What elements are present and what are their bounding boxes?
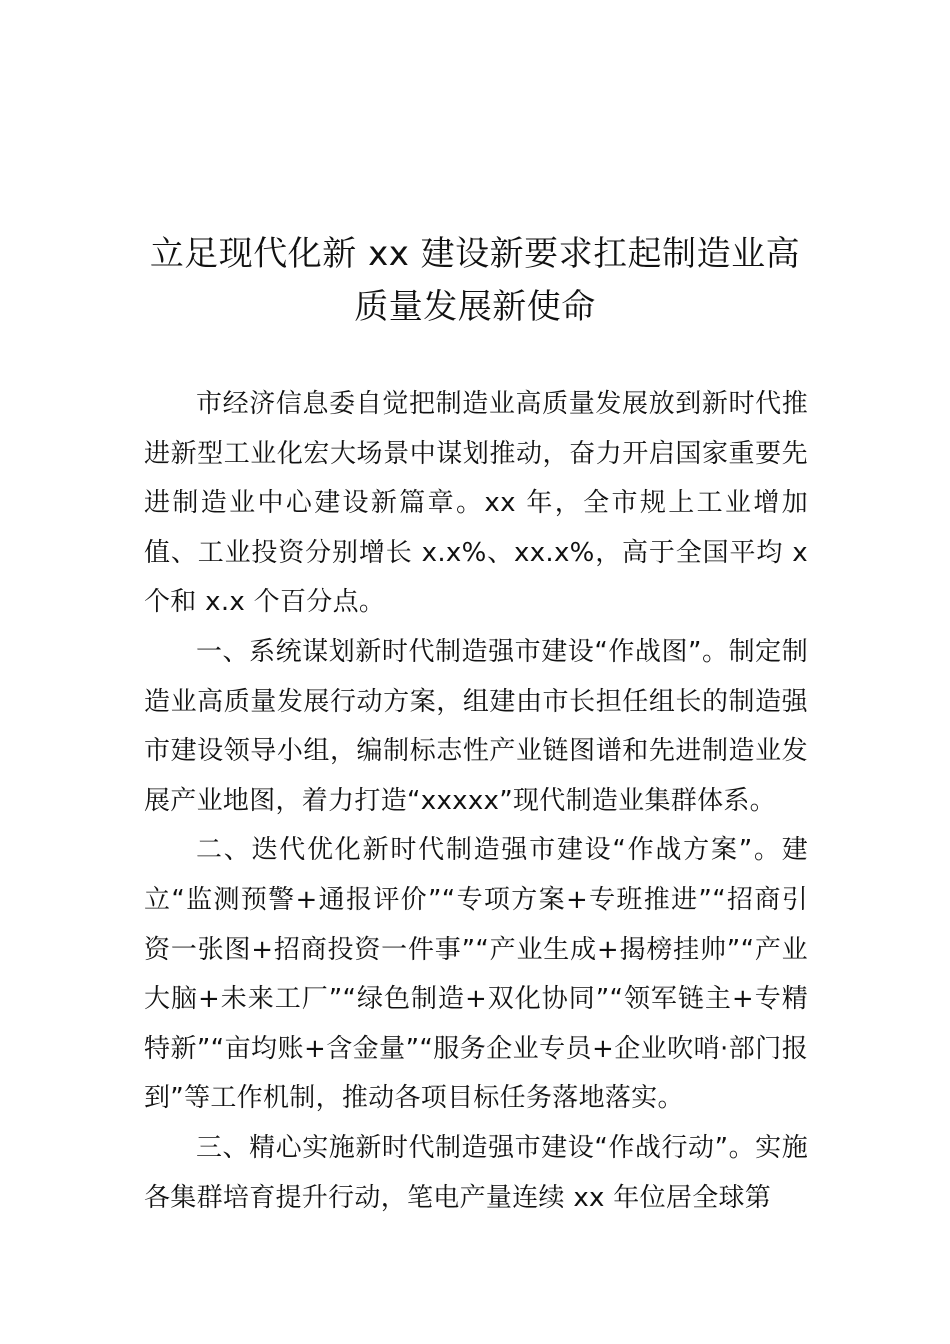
document-title	[120, 228, 830, 334]
title-line-2: 质量发展新使命	[354, 287, 596, 327]
document-body	[144, 380, 808, 1223]
paragraph-intro: 市经济信息委自觉把制造业高质量发展放到新时代推进新型工业化宏大场景中谋划推动，奋力开启国家重要先进制造业中心建设新篇章。xx 年，全市规上工业增加值、工业投资分别增长 x.x%、xx.x%，高于全国平均 x 个和 x.x 个百分点。	[144, 389, 808, 618]
paragraph-section-three: 三、精心实施新时代制造强市建设“作战行动”。实施各集群培育提升行动，笔电产量连续 xx 年位居全球第	[144, 1132, 808, 1213]
paragraph-section-two: 二、迭代优化新时代制造强市建设“作战方案”。建立“监测预警+通报评价”“专项方案+专班推进”“招商引资一张图+招商投资一件事”“产业生成+揭榜挂帅”“产业大脑+未来工厂”“绿色制造+双化协同”“领军链主+专精特新”“亩均账+含金量”“服务企业专员+企业吹哨·部门报到”等工作机制，推动各项目标任务落地落实。	[144, 835, 808, 1114]
paragraph-section-one: 一、系统谋划新时代制造强市建设“作战图”。制定制造业高质量发展行动方案，组建由市长担任组长的制造强市建设领导小组，编制标志性产业链图谱和先进制造业发展产业地图，着力打造“xxxxx”现代制造业集群体系。	[144, 636, 808, 816]
title-line-1: 立足现代化新 xx 建设新要求扛起制造业高	[149, 234, 801, 274]
